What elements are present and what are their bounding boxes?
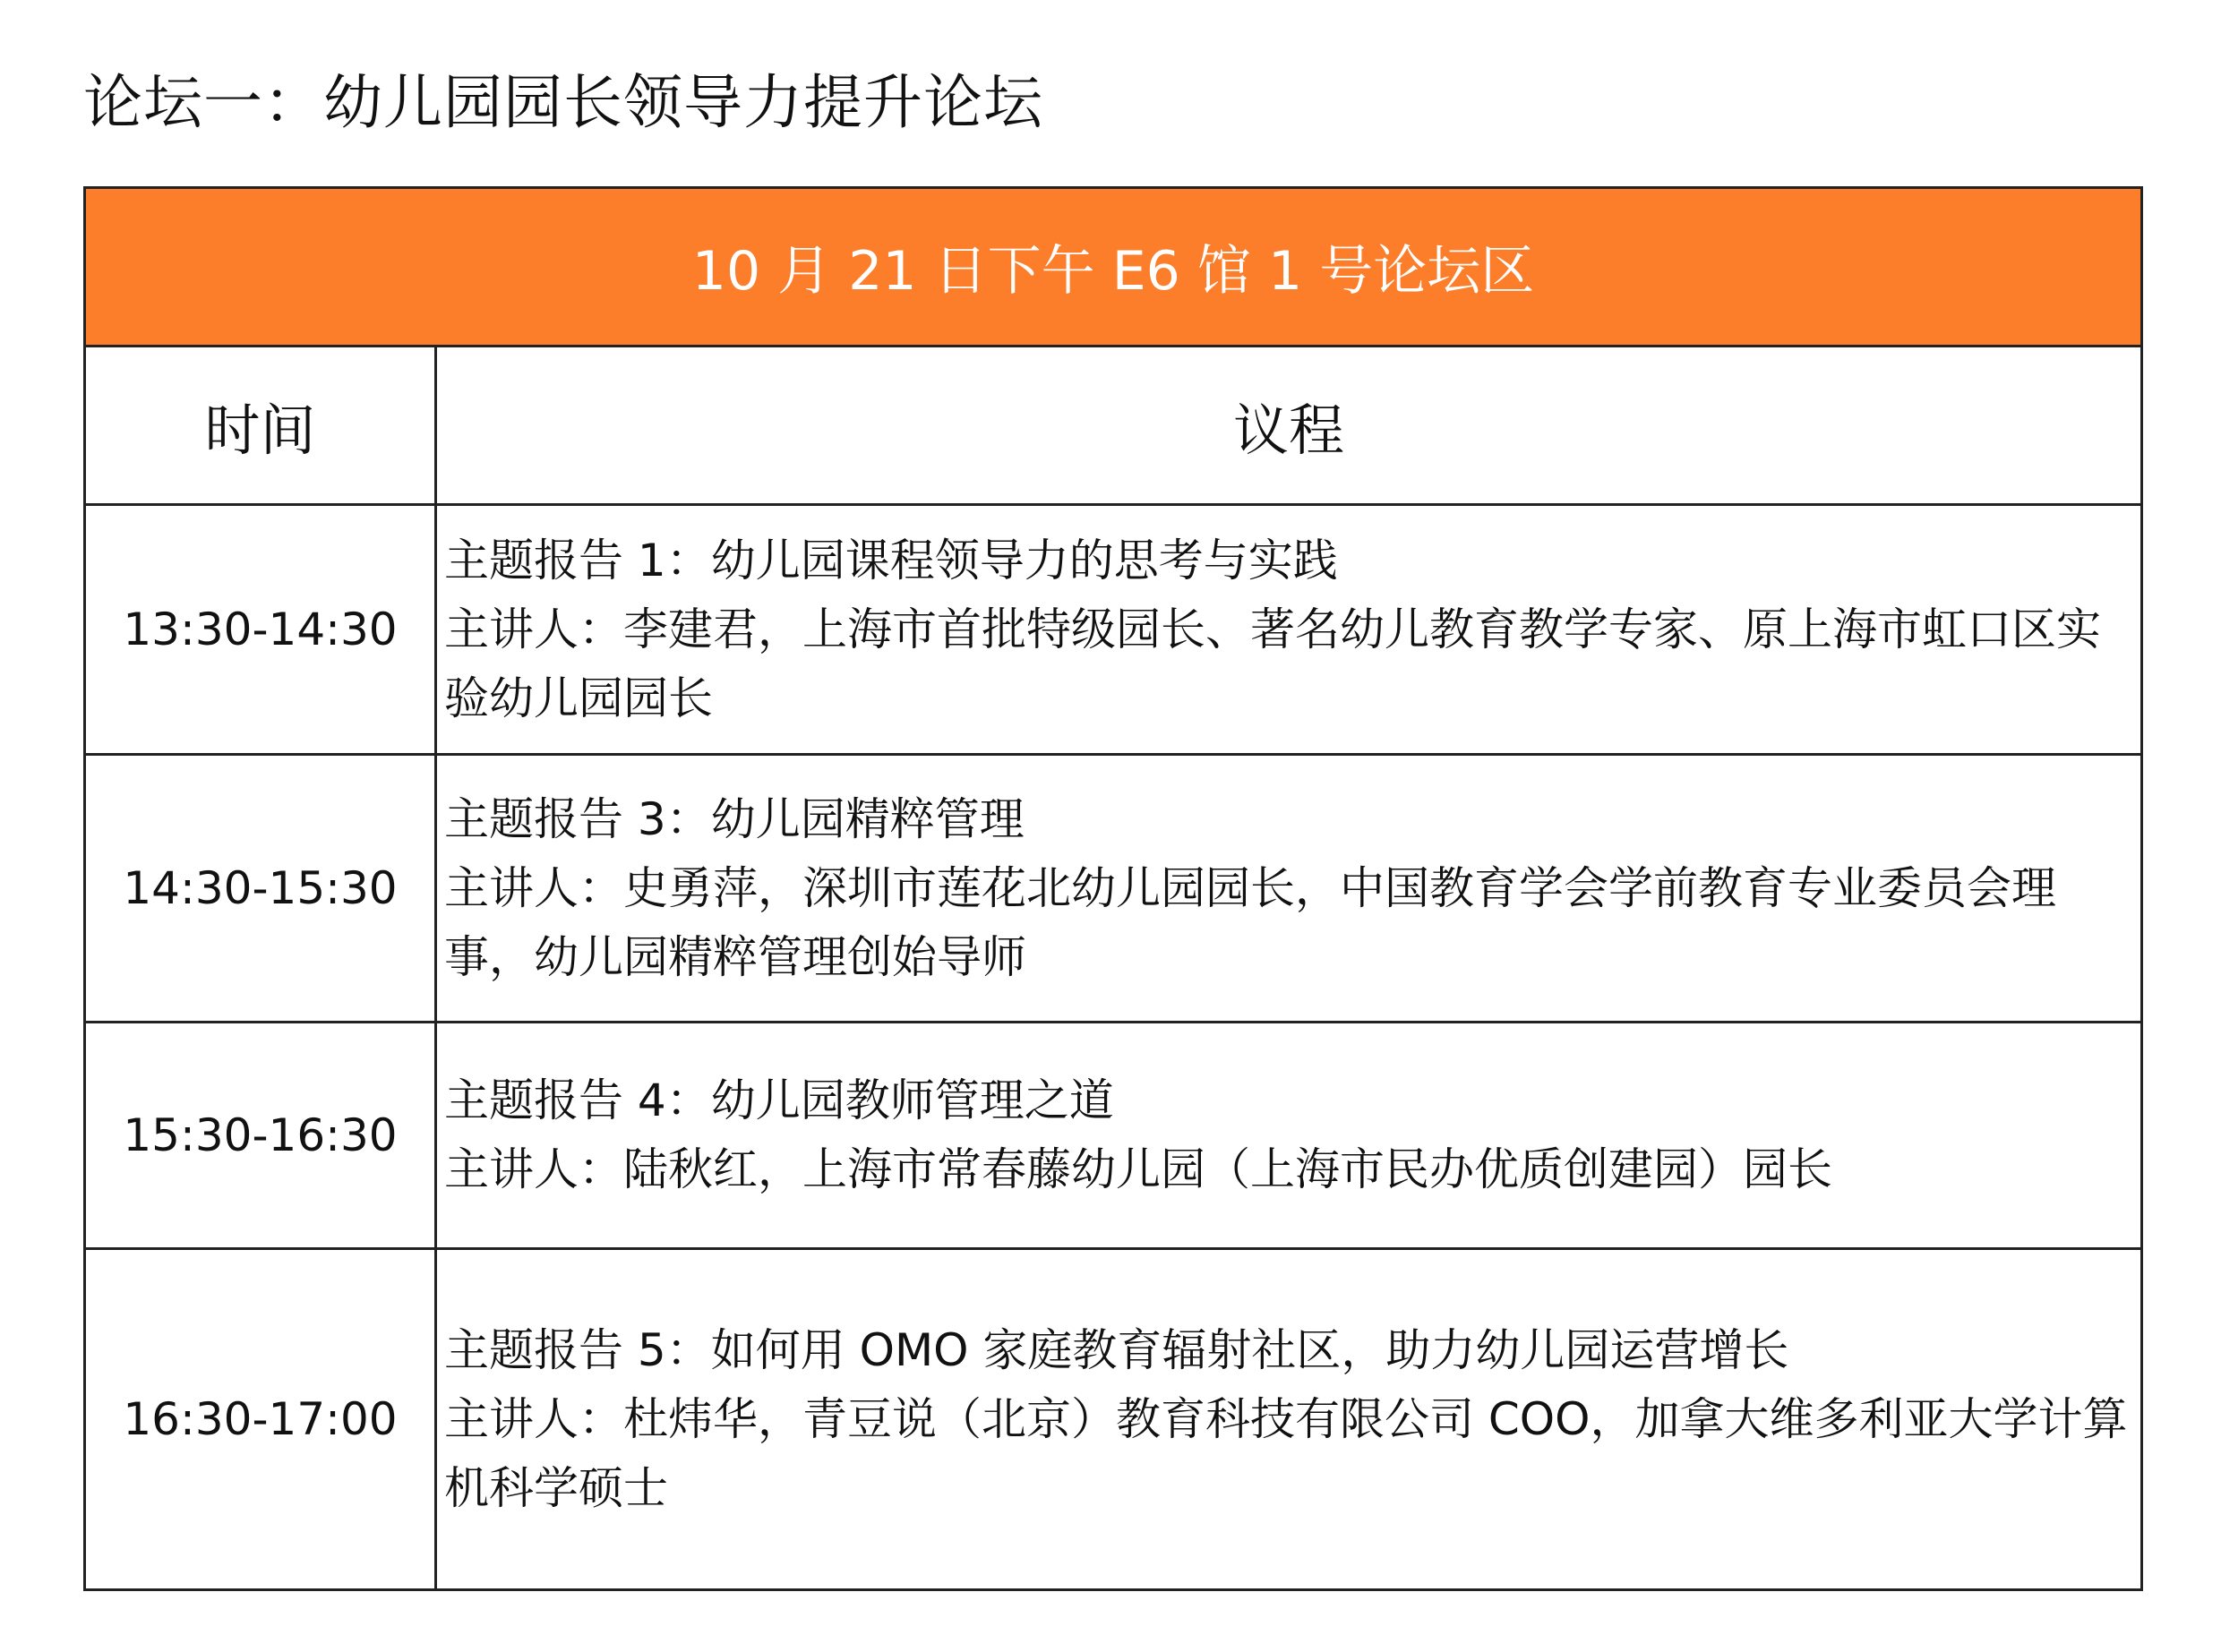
agenda-cell (436, 755, 2142, 1023)
time-cell: 14:30-15:30 (85, 755, 436, 1023)
speaker-text: 主讲人：李建君，上海市首批特级园长、著名幼儿教育教学专家、原上海市虹口区实验幼儿园园长 (444, 603, 2101, 724)
agenda-cell (436, 1023, 2142, 1249)
table-row (85, 1023, 2142, 1249)
speaker-text: 主讲人：陆秋红，上海市常春藤幼儿园（上海市民办优质创建园）园长 (444, 1143, 1832, 1195)
table-row (85, 1249, 2142, 1590)
agenda-column-header: 议程 (436, 347, 2142, 505)
topic-text: 主题报告 5：如何用 OMO 家庭教育辐射社区，助力幼儿园运营增长 (444, 1323, 1789, 1376)
speaker-text: 主讲人：史勇萍，深圳市莲花北幼儿园园长，中国教育学会学前教育专业委员会理事，幼儿园精粹管理创始导师 (444, 861, 2056, 983)
table-row (85, 505, 2142, 755)
agenda-table (83, 186, 2143, 1591)
time-cell: 13:30-14:30 (85, 505, 436, 755)
agenda-cell (436, 1249, 2142, 1590)
header-row (85, 347, 2142, 505)
topic-text: 主题报告 3：幼儿园精粹管理 (444, 792, 1025, 845)
time-column-header: 时间 (85, 347, 436, 505)
session-banner: 10 月 21 日下午 E6 馆 1 号论坛区 (85, 188, 2142, 347)
agenda-cell (436, 505, 2142, 755)
banner-row (85, 188, 2142, 347)
page-title: 论坛一：幼儿园园长领导力提升论坛 (83, 68, 1043, 137)
time-cell: 16:30-17:00 (85, 1249, 436, 1590)
table-row (85, 755, 2142, 1023)
time-cell: 15:30-16:30 (85, 1023, 436, 1249)
topic-text: 主题报告 1：幼儿园课程领导力的思考与实践 (444, 534, 1338, 586)
speaker-text: 主讲人：杜炜华，青豆说（北京）教育科技有限公司 COO，加拿大维多利亚大学计算机科学硕士 (444, 1392, 2128, 1514)
topic-text: 主题报告 4：幼儿园教师管理之道 (444, 1074, 1114, 1126)
